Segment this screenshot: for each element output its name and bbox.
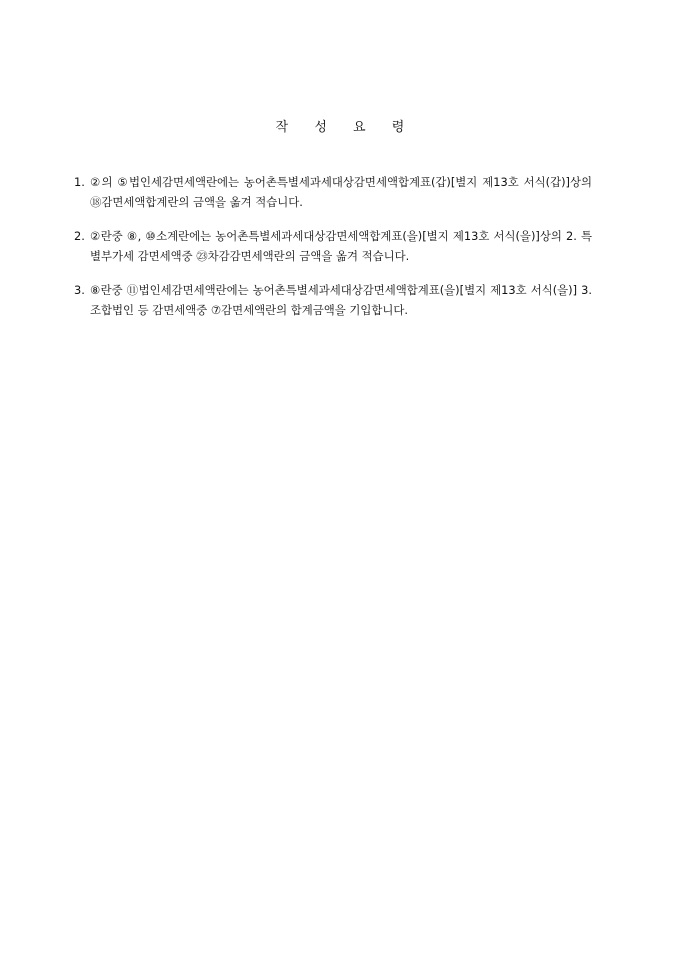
instruction-number: 1.	[74, 175, 85, 189]
instruction-item-1	[74, 172, 592, 212]
instruction-text: ⑧란중 ⑪법인세감면세액란에는 농어촌특별세과세대상감면세액합계표(을)[별지 제13호 서식(을)] 3. 조합법인 등 감면세액중 ⑦감면세액란의 합계금액을 기입합니다.	[90, 283, 592, 317]
instruction-text: ②란중 ⑧, ⑩소계란에는 농어촌특별세과세대상감면세액합계표(을)[별지 제13호 서식(을)]상의 2. 특별부가세 감면세액중 ㉓차감감면세액란의 금액을 옮겨 적습니다.	[90, 229, 592, 263]
instruction-number: 2.	[74, 229, 85, 243]
instruction-item-2	[74, 226, 592, 266]
instruction-text: ②의 ⑤법인세감면세액란에는 농어촌특별세과세대상감면세액합계표(갑)[별지 제13호 서식(갑)]상의 ⑱감면세액합계란의 금액을 옮겨 적습니다.	[90, 175, 592, 209]
instruction-item-3	[74, 280, 592, 320]
document-title: 작 성 요 령	[275, 120, 405, 135]
instruction-list	[74, 172, 592, 334]
instruction-number: 3.	[74, 283, 85, 297]
